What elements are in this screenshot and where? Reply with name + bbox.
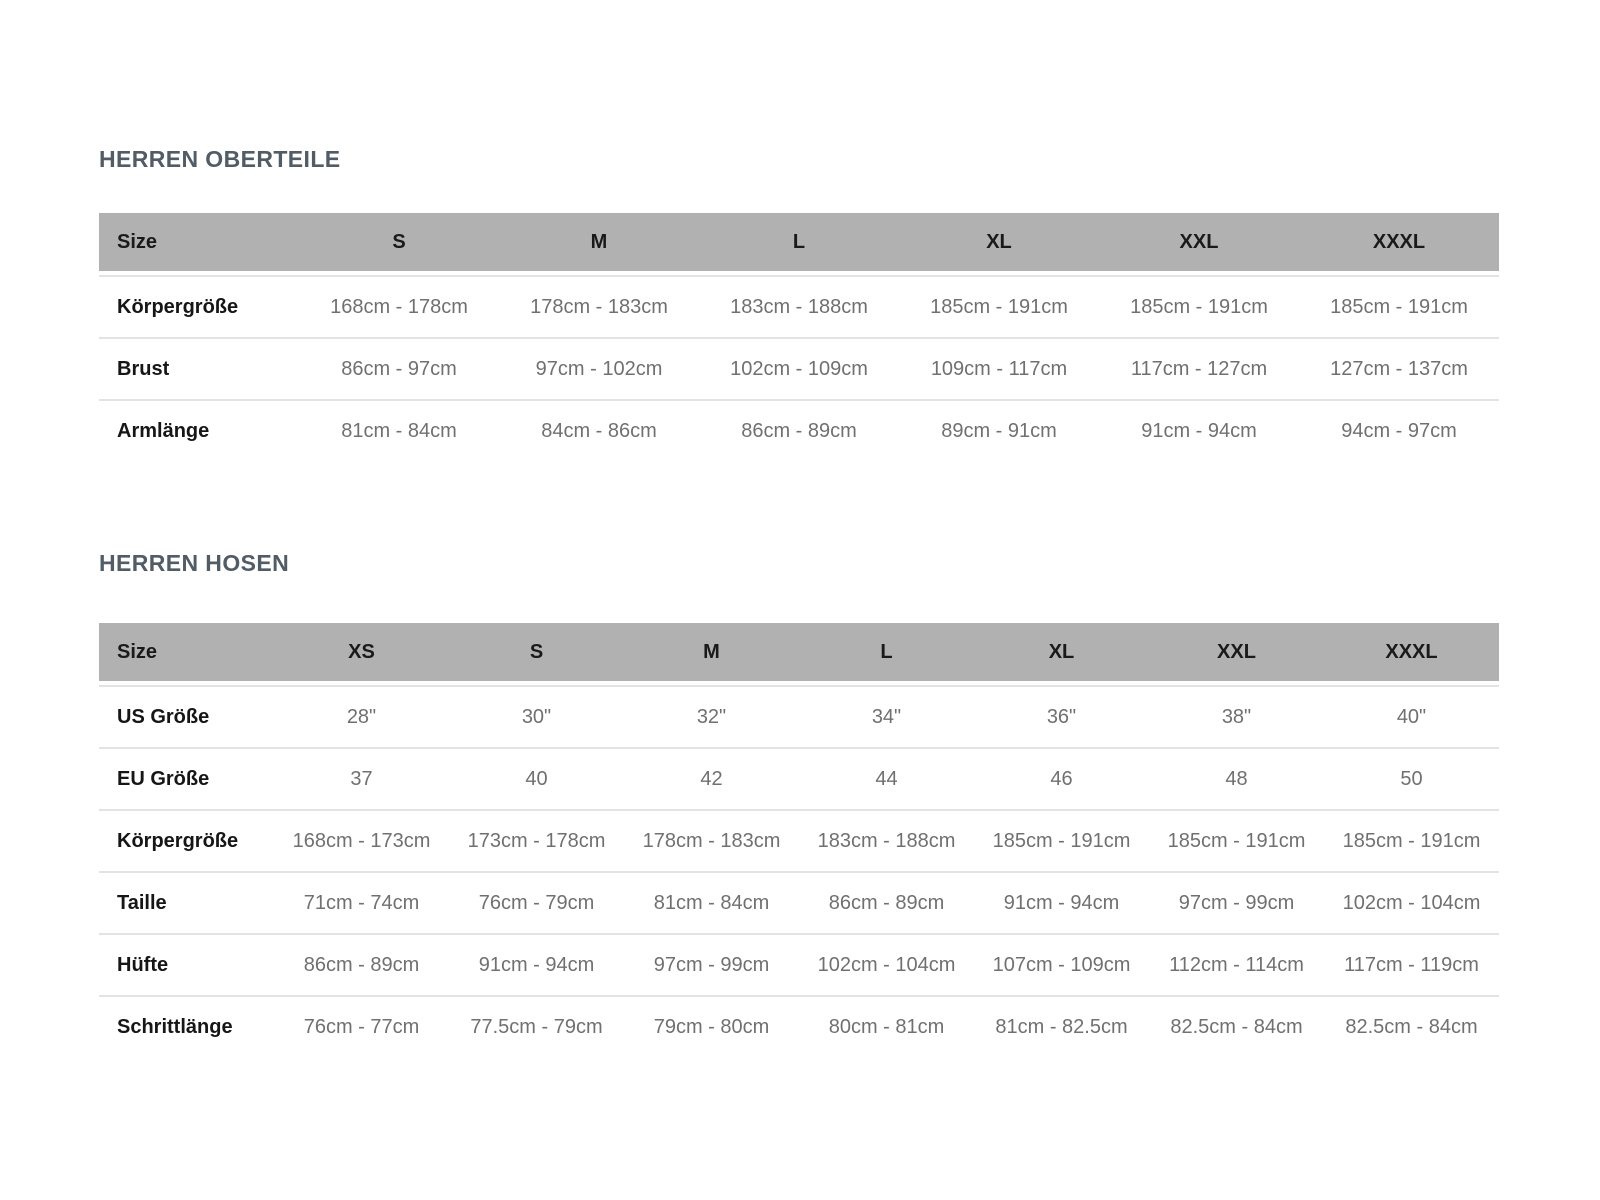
row-label: Körpergröße	[99, 275, 299, 337]
table-row	[99, 399, 1499, 461]
size-column-xl: XL	[899, 213, 1099, 275]
table-row	[99, 809, 1499, 871]
cell-value: 34"	[799, 685, 974, 747]
size-table-herren-oberteile	[99, 213, 1499, 461]
size-chart-page	[99, 0, 1499, 1057]
cell-value: 30"	[449, 685, 624, 747]
section-title-herren-hosen: HERREN HOSEN	[99, 550, 290, 576]
cell-value: 50	[1324, 747, 1499, 809]
table-row	[99, 747, 1499, 809]
size-column-xs: XS	[274, 623, 449, 685]
cell-value: 97cm - 99cm	[624, 933, 799, 995]
size-column-m: M	[499, 213, 699, 275]
size-column-label: Size	[99, 213, 299, 275]
size-column-l: L	[799, 623, 974, 685]
table-row	[99, 995, 1499, 1057]
cell-value: 40"	[1324, 685, 1499, 747]
table-row	[99, 337, 1499, 399]
table-header-row	[99, 623, 1499, 685]
cell-value: 37	[274, 747, 449, 809]
cell-value: 91cm - 94cm	[449, 933, 624, 995]
cell-value: 46	[974, 747, 1149, 809]
table-row	[99, 933, 1499, 995]
size-column-s: S	[299, 213, 499, 275]
cell-value: 82.5cm - 84cm	[1149, 995, 1324, 1057]
cell-value: 178cm - 183cm	[499, 275, 699, 337]
cell-value: 86cm - 89cm	[274, 933, 449, 995]
cell-value: 91cm - 94cm	[1099, 399, 1299, 461]
cell-value: 81cm - 84cm	[299, 399, 499, 461]
row-label: Körpergröße	[99, 809, 274, 871]
table-row	[99, 871, 1499, 933]
row-label: US Größe	[99, 685, 274, 747]
cell-value: 185cm - 191cm	[899, 275, 1099, 337]
cell-value: 44	[799, 747, 974, 809]
cell-value: 168cm - 173cm	[274, 809, 449, 871]
size-column-label: Size	[99, 623, 274, 685]
cell-value: 89cm - 91cm	[899, 399, 1099, 461]
cell-value: 183cm - 188cm	[699, 275, 899, 337]
cell-value: 112cm - 114cm	[1149, 933, 1324, 995]
cell-value: 82.5cm - 84cm	[1324, 995, 1499, 1057]
cell-value: 168cm - 178cm	[299, 275, 499, 337]
cell-value: 28"	[274, 685, 449, 747]
cell-value: 32"	[624, 685, 799, 747]
cell-value: 102cm - 109cm	[699, 337, 899, 399]
cell-value: 185cm - 191cm	[1149, 809, 1324, 871]
row-label: EU Größe	[99, 747, 274, 809]
cell-value: 77.5cm - 79cm	[449, 995, 624, 1057]
cell-value: 86cm - 89cm	[699, 399, 899, 461]
cell-value: 40	[449, 747, 624, 809]
size-column-xxl: XXL	[1099, 213, 1299, 275]
size-column-xxxl: XXXL	[1299, 213, 1499, 275]
size-column-m: M	[624, 623, 799, 685]
cell-value: 185cm - 191cm	[1324, 809, 1499, 871]
cell-value: 79cm - 80cm	[624, 995, 799, 1057]
size-column-l: L	[699, 213, 899, 275]
row-label: Schrittlänge	[99, 995, 274, 1057]
cell-value: 76cm - 77cm	[274, 995, 449, 1057]
cell-value: 42	[624, 747, 799, 809]
cell-value: 185cm - 191cm	[1099, 275, 1299, 337]
section-herren-hosen	[99, 549, 1499, 1057]
row-label: Brust	[99, 337, 299, 399]
size-column-s: S	[449, 623, 624, 685]
cell-value: 71cm - 74cm	[274, 871, 449, 933]
cell-value: 185cm - 191cm	[974, 809, 1149, 871]
cell-value: 178cm - 183cm	[624, 809, 799, 871]
cell-value: 84cm - 86cm	[499, 399, 699, 461]
cell-value: 97cm - 99cm	[1149, 871, 1324, 933]
cell-value: 117cm - 119cm	[1324, 933, 1499, 995]
table-row	[99, 275, 1499, 337]
cell-value: 173cm - 178cm	[449, 809, 624, 871]
row-label: Taille	[99, 871, 274, 933]
cell-value: 127cm - 137cm	[1299, 337, 1499, 399]
cell-value: 94cm - 97cm	[1299, 399, 1499, 461]
cell-value: 81cm - 82.5cm	[974, 995, 1149, 1057]
cell-value: 102cm - 104cm	[799, 933, 974, 995]
size-table-herren-hosen	[99, 623, 1499, 1057]
cell-value: 109cm - 117cm	[899, 337, 1099, 399]
table-row	[99, 685, 1499, 747]
cell-value: 91cm - 94cm	[974, 871, 1149, 933]
section-herren-oberteile	[99, 145, 1499, 461]
cell-value: 185cm - 191cm	[1299, 275, 1499, 337]
size-column-xxxl: XXXL	[1324, 623, 1499, 685]
section-title-herren-oberteile: HERREN OBERTEILE	[99, 146, 341, 172]
cell-value: 183cm - 188cm	[799, 809, 974, 871]
cell-value: 97cm - 102cm	[499, 337, 699, 399]
cell-value: 117cm - 127cm	[1099, 337, 1299, 399]
cell-value: 76cm - 79cm	[449, 871, 624, 933]
cell-value: 81cm - 84cm	[624, 871, 799, 933]
size-column-xxl: XXL	[1149, 623, 1324, 685]
cell-value: 38"	[1149, 685, 1324, 747]
cell-value: 48	[1149, 747, 1324, 809]
table-header-row	[99, 213, 1499, 275]
cell-value: 86cm - 89cm	[799, 871, 974, 933]
cell-value: 36"	[974, 685, 1149, 747]
cell-value: 107cm - 109cm	[974, 933, 1149, 995]
row-label: Armlänge	[99, 399, 299, 461]
cell-value: 86cm - 97cm	[299, 337, 499, 399]
size-column-xl: XL	[974, 623, 1149, 685]
cell-value: 80cm - 81cm	[799, 995, 974, 1057]
cell-value: 102cm - 104cm	[1324, 871, 1499, 933]
row-label: Hüfte	[99, 933, 274, 995]
